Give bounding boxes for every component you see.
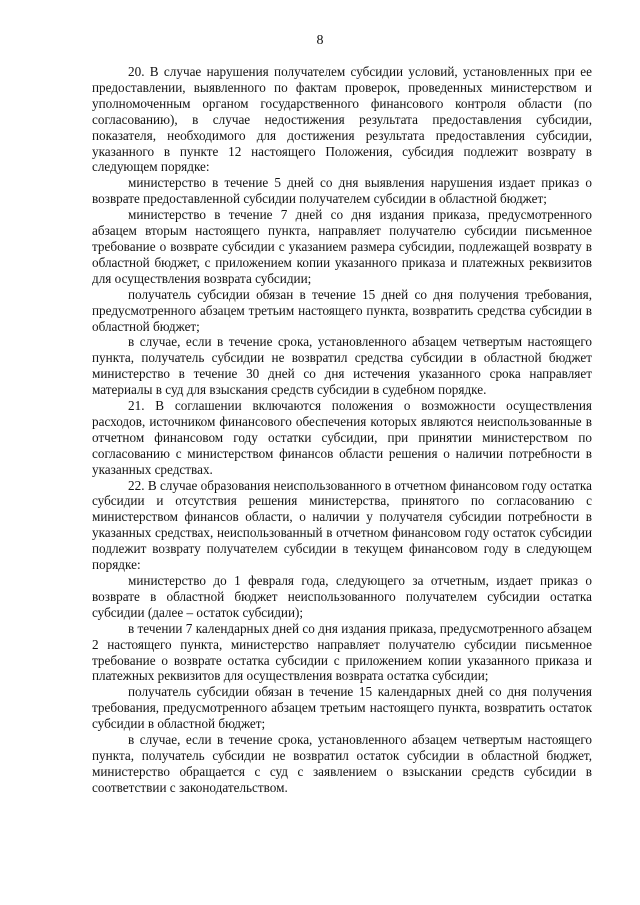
paragraph-20-demand-letter: министерство в течение 7 дней со дня издания приказа, предусмотренного абзацем вторым настоящего пункта, направляет получателю субсидии письменное требование о возврате субсидии с указанием размера субсидии, подлежащей возврату в областной бюджет, с приложением копии указанного приказа и платежных реквизитов для осуществления возврата субсидии; (92, 207, 592, 286)
paragraph-21: 21. В соглашении включаются положения о возможности осуществления расходов, источником финансового обеспечения которых являются неиспользованные в отчетном финансовом году остатки субсидии, при принятии министерством по согласованию с министерством финансов области решения о наличии потребности в указанных средствах. (92, 398, 592, 477)
paragraph-22-refund-deadline: получатель субсидии обязан в течение 15 календарных дней со дня получения требования, предусмотренного абзацем третьим настоящего пункта, возвратить остаток субсидии в областной бюджет; (92, 684, 592, 732)
document-body (92, 64, 592, 796)
paragraph-22-court-referral: в случае, если в течение срока, установленного абзацем четвертым настоящего пункта, получатель субсидии не возвратил остаток субсидии в областной бюджет, министерство обращается с суд с заявлением о взыскании средств субсидии в соответствии с законодательством. (92, 732, 592, 795)
paragraph-22-order-issue: министерство до 1 февраля года, следующего за отчетным, издает приказ о возврате в областной бюджет неиспользованного получателем субсидии остатка субсидии (далее – остаток субсидии); (92, 573, 592, 620)
paragraph-20: 20. В случае нарушения получателем субсидии условий, установленных при ее предоставлении, выявленного по фактам проверок, проведенных министерством и уполномоченным органом государственного финансового контроля области (по согласованию), в случае недостижения результата предоставления субсидии, показателя, необходимого для достижения результата предоставления субсидии, указанного в пункте 12 настоящего Положения, субсидия подлежит возврату в следующем порядке: (92, 64, 592, 175)
paragraph-22: 22. В случае образования неиспользованного в отчетном финансовом году остатка субсидии и отсутствия решения министерства, принятого по согласованию с министерством финансов области, о наличии у получателя субсидии потребности в указанных средствах, неиспользованный в отчетном финансовом году остаток субсидии подлежит возврату получателем субсидии в текущем финансовом году в следующем порядке: (92, 477, 592, 573)
page-number: 8 (316, 33, 324, 48)
paragraph-20-order-issue: министерство в течение 5 дней со дня выявления нарушения издает приказ о возврате предоставленной субсидии получателем субсидии в областной бюджет; (92, 175, 592, 207)
paragraph-20-court-referral: в случае, если в течение срока, установленного абзацем четвертым настоящего пункта, получатель субсидии не возвратил средства субсидии в областной бюджет министерство в течение 30 дней со дня истечения указанного срока направляет материалы в суд для взыскания средств субсидии в судебном порядке. (92, 334, 592, 398)
paragraph-22-demand-letter: в течении 7 календарных дней со дня издания приказа, предусмотренного абзацем 2 настоящего пункта, министерство направляет получателю субсидии письменное требование о возврате остатка субсидии с приложением копии указанного приказа и платежных реквизитов для осуществления возврата остатка субсидии; (92, 620, 592, 684)
paragraph-20-refund-deadline: получатель субсидии обязан в течение 15 дней со дня получения требования, предусмотренного абзацем третьим настоящего пункта, возвратить средства субсидии в областной бюджет; (92, 286, 592, 334)
